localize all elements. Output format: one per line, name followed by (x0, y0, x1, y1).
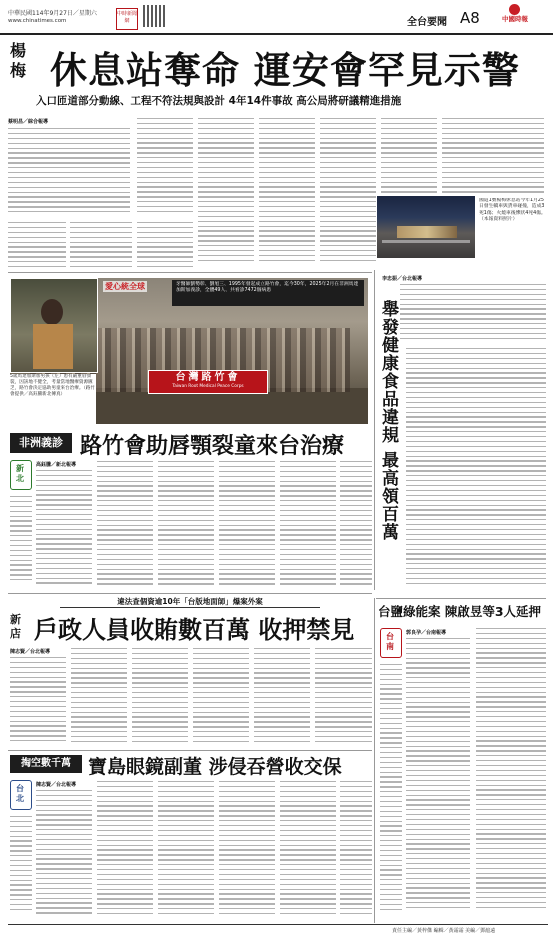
lead-box (8, 118, 130, 218)
main-subhead: 入口匝道部分動線、工程不符法規與設計 4年14件事故 高公局將研議精進措施 (36, 95, 402, 107)
fraud-body-col-3 (158, 781, 214, 920)
bribe-body-col-5 (254, 648, 310, 747)
section-title: 全台要聞 (407, 17, 447, 28)
banner (148, 370, 268, 394)
fraud-location: 台北 (16, 784, 24, 803)
taiyen-body-col-1a (380, 664, 402, 918)
feature-location-badge (10, 460, 32, 490)
fraud-body-col-5 (280, 781, 336, 920)
logo (500, 4, 530, 34)
taiyen-body-col-2 (476, 628, 546, 918)
feature-body-col-4 (219, 461, 275, 588)
crash-site-photo (377, 196, 475, 258)
taiyen-byline: 郭良孕／台南報導 (406, 630, 447, 636)
fraud-tag: 掏空數千萬 (10, 755, 82, 773)
logo-circle-icon (509, 4, 520, 15)
main-body-col-3 (259, 118, 315, 268)
bribe-body-col-6 (315, 648, 372, 747)
feature-tag: 非洲義診 (10, 433, 72, 453)
masthead (0, 0, 553, 36)
bribe-body-col-1 (10, 657, 66, 747)
bribe-byline: 陳志賢／台北報導 (10, 649, 51, 655)
bribe-region (10, 613, 32, 653)
page-number: A8 (460, 9, 480, 27)
special-banner: 違法查個資逾10年「台版地面師」爆案外案 (60, 596, 320, 608)
issue-date: 中華民國114年9月27日／星期六 (8, 10, 97, 17)
banner-text: 台灣路竹會 (175, 372, 241, 383)
feature-headline: 路竹會助唇顎裂童來台治療 (80, 434, 345, 459)
crash-photo-caption: 國道1號楊梅休息站今年1月25日發生轎車與貨車碰撞，造成3死1傷；火燒車後慘狀4死4傷。（本報資料照片） (479, 198, 546, 223)
main-body-col-1 (137, 118, 193, 218)
main-body-col-1b (137, 222, 193, 270)
fraud-body-col-6 (340, 781, 372, 920)
site-url: www.chinatimes.com (8, 18, 67, 24)
feature-body-col-1a (10, 496, 32, 588)
kicker-text: 楊梅 (10, 41, 27, 80)
health-byline: 李忠振／台北報導 (382, 276, 423, 282)
feature-location: 新北 (16, 464, 24, 483)
inset-caption: 5歲馬達加斯加男孩（左）患有嚴重唇顎裂，因該地不健全，考量當地醫療資源匱乏，路竹會決定協助男童來台治療。（路竹會提供／高鈺騰新北傳真） (10, 374, 96, 426)
feature-body-col-3 (158, 461, 214, 588)
main-body-col-2 (198, 118, 254, 268)
taiyen-location-badge (380, 628, 402, 658)
inset-boy-photo (10, 278, 98, 373)
bribe-body-col-4 (193, 648, 249, 747)
health-body-col-1 (406, 348, 546, 592)
fraud-byline: 陳志賢／台北報導 (36, 782, 77, 788)
logo-text: 中國時報 (502, 15, 528, 23)
feature-body-col-1 (36, 470, 92, 588)
main-body-col-6 (442, 118, 544, 198)
main-body-col-4 (320, 118, 376, 268)
taiyen-headline: 台鹽綠能案 陳啟昱等3人延押 (378, 604, 542, 619)
photo-top-note: 牙醫師劉勢彰、劉旭三、1995年發起成立路竹會，迄今30年，2025年2月在非洲馬達加斯加義診，全體49人、共看診7472個病患 (172, 280, 364, 306)
taiyen-location: 台南 (386, 632, 394, 651)
main-headline: 休息站奪命 運安會罕見示警 (50, 49, 520, 92)
feature-body-col-5 (280, 461, 336, 588)
main-body-col-0b (70, 222, 132, 270)
main-kicker (10, 41, 32, 89)
qr-code-icon (143, 5, 165, 27)
fraud-body-col-1 (36, 790, 92, 920)
small-logo: 中時新聞網 (116, 8, 138, 30)
main-body-col-0 (8, 222, 66, 270)
bribe-headline: 戶政人員收賄數百萬 收押禁見 (34, 616, 355, 644)
fraud-body-col-4 (219, 781, 275, 920)
bribe-body-col-3 (132, 648, 188, 747)
feature-body-col-6 (340, 461, 372, 588)
bribe-region-text: 新店 (10, 613, 21, 640)
feature-body-col-2 (97, 461, 153, 588)
fraud-body-col-1a (10, 816, 32, 920)
fraud-location-badge (10, 780, 32, 810)
health-headline-box (378, 300, 398, 600)
taiyen-body-col-1 (406, 638, 470, 918)
fraud-headline: 寶島眼鏡副董 涉侵吞營收交保 (88, 756, 342, 778)
bribe-body-col-2 (71, 648, 127, 747)
health-body-top (400, 284, 546, 344)
main-byline: 蔡明昌／綜合報導 (8, 119, 49, 125)
health-headline: 舉發健康食品違規 最高領百萬 (378, 300, 398, 541)
fraud-body-col-2 (97, 781, 153, 920)
feature-byline: 高鈺騰／新北報導 (36, 462, 77, 468)
footer-credits: 責任主編／黃梓傑 編輯／黃霜霜 美編／鄧滬遠 (392, 928, 496, 934)
banner-subtext: Taiwan Root Medical Peace Corps (172, 384, 244, 389)
photo-label: 愛心統全球 (105, 282, 145, 291)
